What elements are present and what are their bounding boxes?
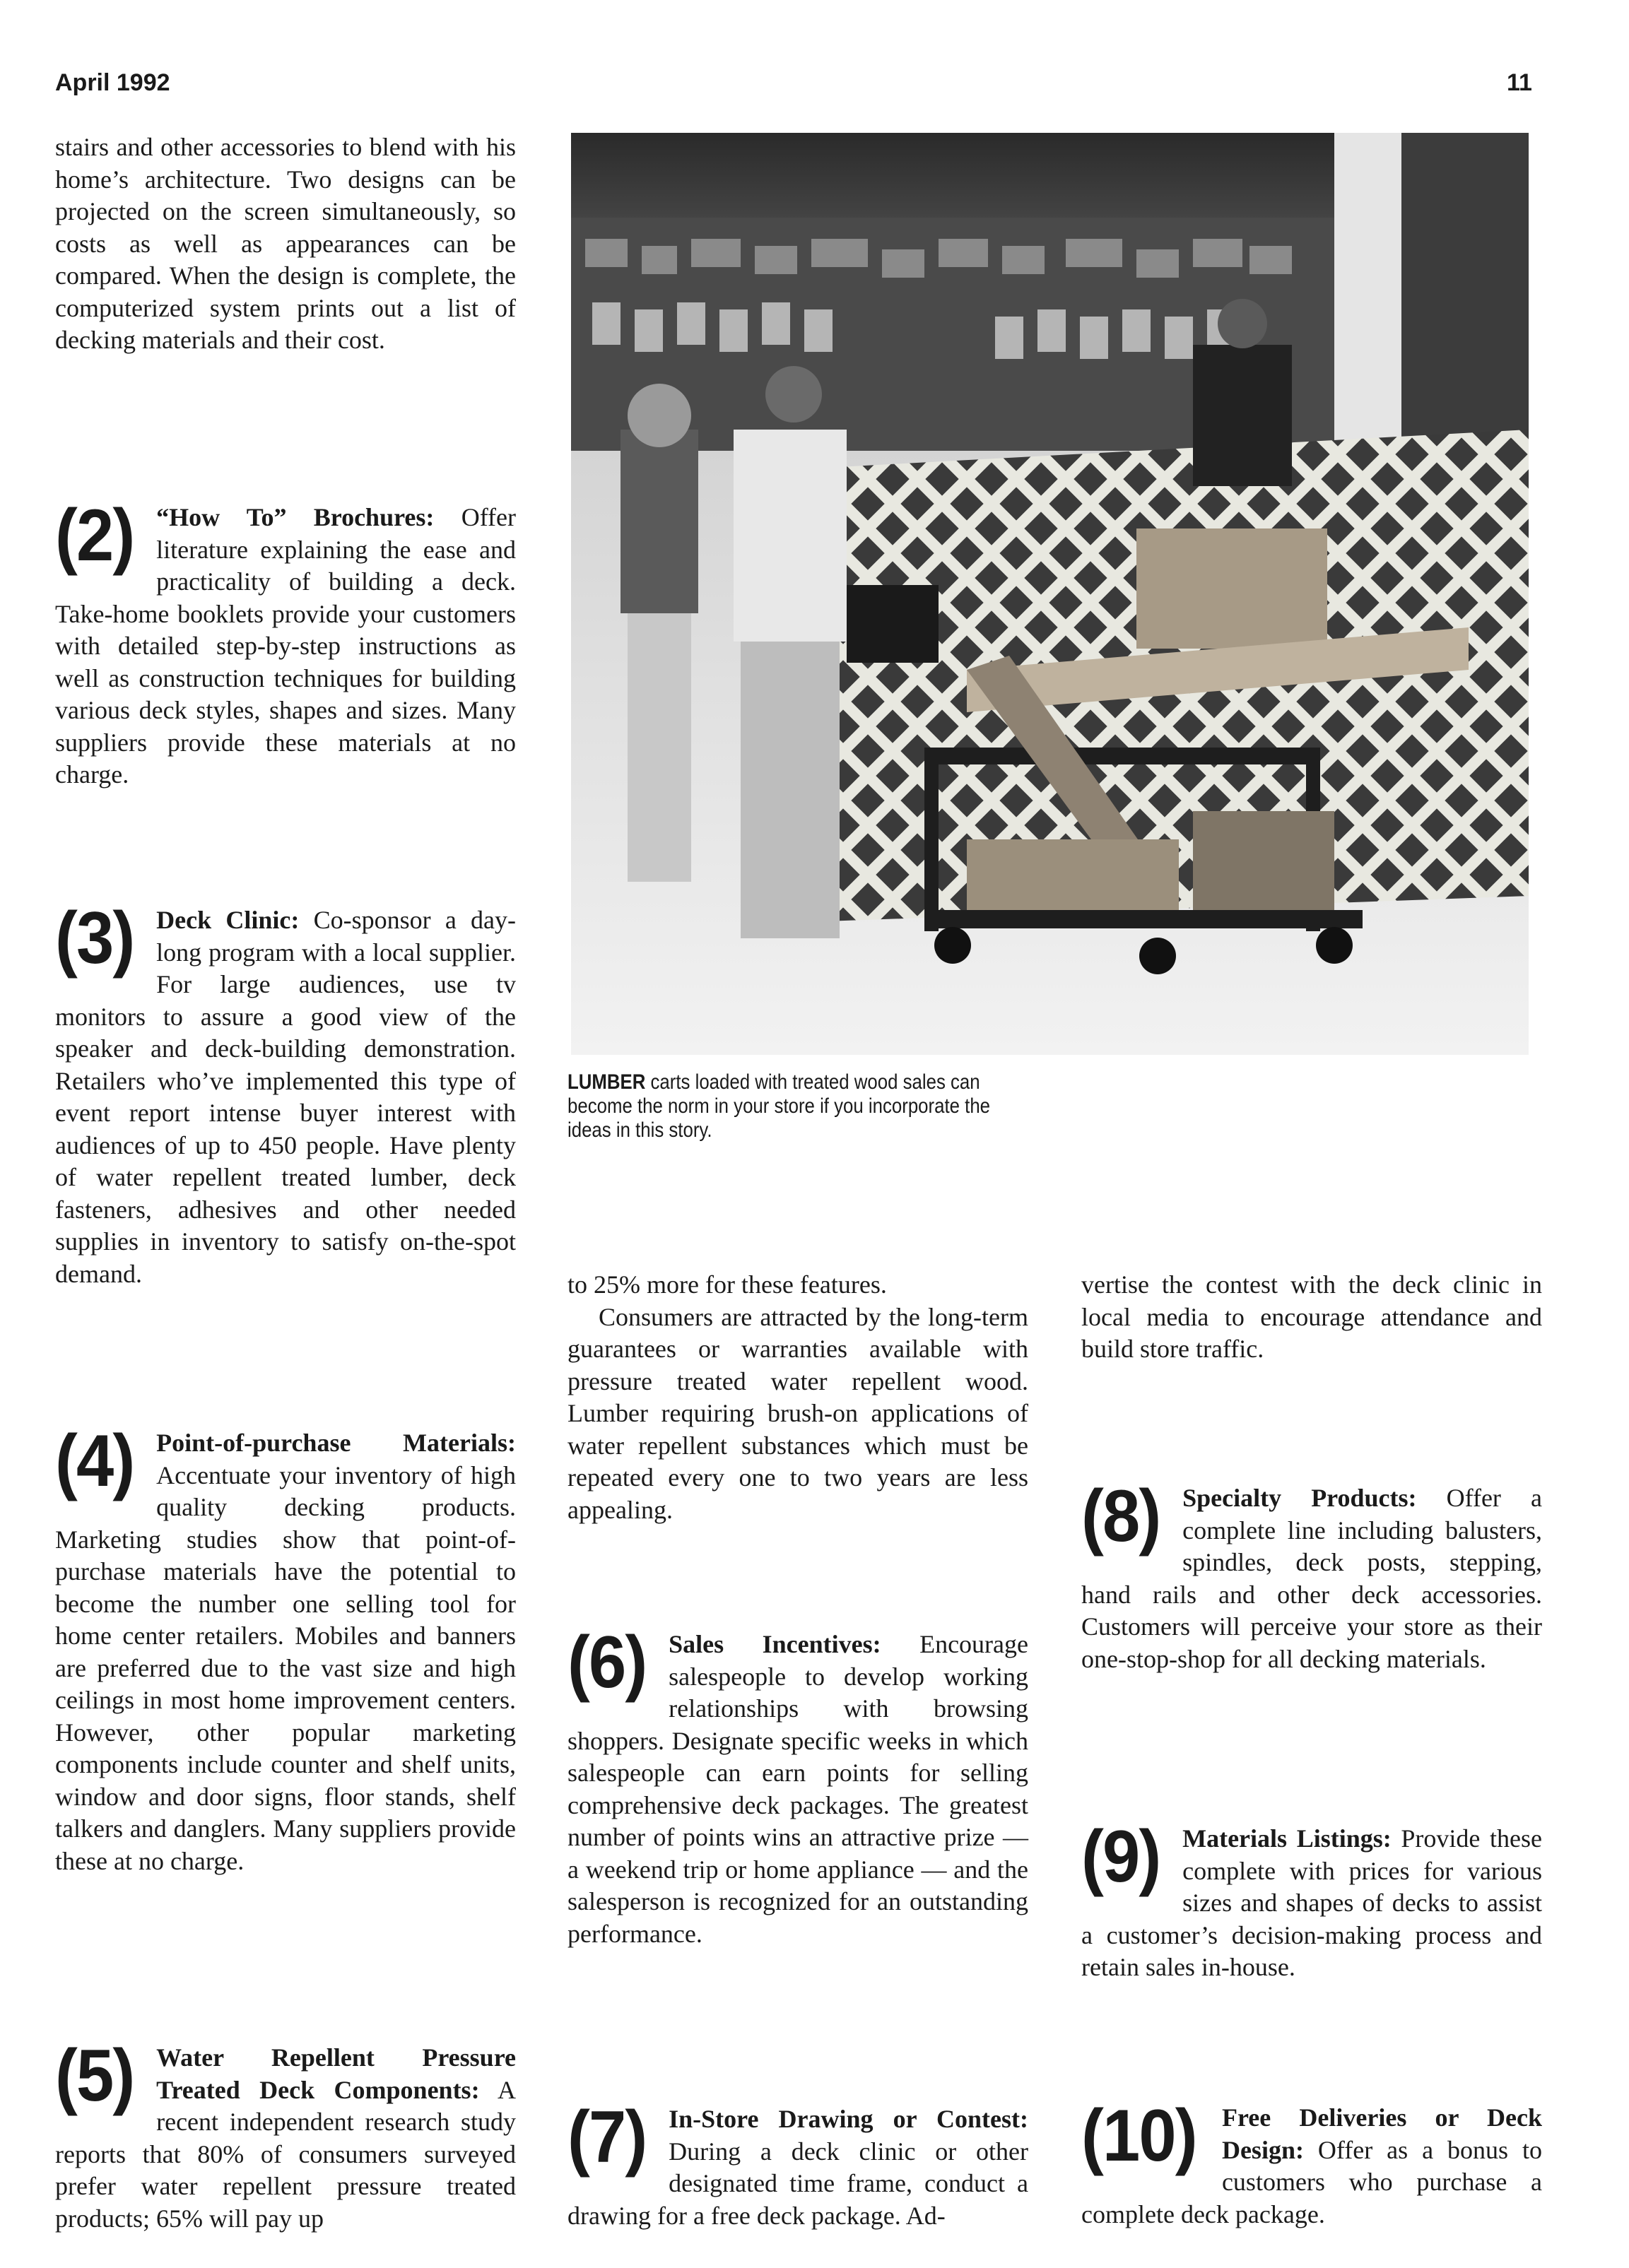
item-title: Sales Incentives: (669, 1630, 881, 1658)
item-text: A recent independent research study reports that 80% of consumers surveyed prefer water repellent pressure treated products; 65% will pay up (55, 2075, 516, 2233)
item-number: (3) (55, 897, 134, 979)
item-title: Point-of-purchase Materials: (156, 1429, 516, 1457)
continued-paragraph: vertise the contest with the deck clinic in local media to encourage attendance and build store traffic. (1081, 1270, 1542, 1363)
item-7 (567, 2096, 1028, 2232)
caption-lead: LUMBER (567, 1070, 646, 1094)
store-photo (571, 133, 1529, 1055)
item-2 (55, 495, 516, 791)
continued-paragraph: Consumers are attracted by the long-term guarantees or warranties available with pressure treated water repellent wood. Lumber requiring brush-on applications of water repellent substances which must be repeated every one to two years are less appealing. (567, 1302, 1028, 1524)
item-3 (55, 897, 517, 1290)
item-text: Co-sponsor a day-long program with a local supplier. For large audiences, use tv monitors to assure a good view of the speaker and deck-building demonstration. Retailers who’ve implemented this type of event report intense buyer interest with audiences of up to 450 people. Have plenty of water repellent treated lumber, deck fasteners, adhesives and other needed supplies in inventory to satisfy on-the-spot demand. (55, 906, 517, 1288)
item-title: In-Store Drawing or Contest: (669, 2105, 1028, 2133)
item-text: Offer a complete line including balusters, spindles, deck posts, stepping, hand rails and other deck accessories. Customers will perceive your store as their one-stop-shop for all decking materials. (1081, 1484, 1542, 1673)
caption-text: carts loaded with treated wood sales can become the norm in your store if you incorporate the ideas in this story. (567, 1070, 991, 1142)
item-number: (7) (567, 2096, 647, 2178)
item-text: Offer as a bonus to customers who purchase a complete deck package. (1081, 2135, 1542, 2228)
item-title: Materials Listings: (1182, 1824, 1392, 1853)
item-5 (55, 2035, 516, 2235)
item-text: Provide these complete with prices for various sizes and shapes of decks to assist a customer’s decision-making process and retain sales in-house. (1081, 1824, 1542, 1981)
intro-paragraph: stairs and other accessories to blend with his home’s architecture. Two designs can be projected on the screen simultaneously, so costs as well as appearances can be compared. When the design is complete, the computerized system prints out a list of decking materials and their cost. (55, 133, 516, 354)
item-8 (1081, 1475, 1542, 1675)
item-9 (1081, 1816, 1542, 1984)
item-number: (8) (1081, 1475, 1160, 1557)
item-title: Water Repellent Pressure Treated Deck Components: (156, 2043, 516, 2104)
item-4 (55, 1420, 516, 1877)
item-text: Offer literature explaining the ease and practicality of building a deck. Take-home booklets provide your customers with detailed step-by-step instructions as well as construction techniques for building various deck styles, shapes and sizes. Many suppliers provide these materials at no charge. (55, 503, 516, 789)
continued-line: to 25% more for these features. (567, 1270, 887, 1299)
item-title: Specialty Products: (1182, 1484, 1417, 1512)
item-number: (9) (1081, 1816, 1160, 1898)
photo-store-lumber-cart-icon (571, 133, 1529, 1055)
column-3-continued (1081, 1269, 1542, 1366)
page-date: April 1992 (55, 69, 170, 96)
item-number: (10) (1081, 2095, 1196, 2177)
column-2-continued (567, 1269, 1028, 1526)
item-title: Free Deliveries or Deck Design: (1221, 2103, 1542, 2164)
item-number: (2) (55, 495, 134, 577)
item-text: During a deck clinic or other designated time frame, conduct a drawing for a free deck package. Ad- (567, 2137, 1028, 2230)
item-number: (6) (567, 1622, 647, 1703)
item-number: (4) (55, 1420, 134, 1502)
item-title: “How To” Brochures: (156, 503, 435, 531)
item-10 (1081, 2095, 1542, 2231)
photo-caption (567, 1070, 1030, 1142)
item-text: Accentuate your inventory of high quality decking products. Marketing studies show that point-of-purchase materials have the potential to become the number one selling tool for home center retailers. Mobiles and banners are preferred due to the vast size and high ceilings in most home improvement centers. However, other popular marketing components include counter and shelf units, window and door signs, floor stands, shelf talkers and danglers. Many suppliers provide these at no charge. (55, 1460, 516, 1875)
item-title: Deck Clinic: (156, 906, 300, 934)
item-text: Encourage salespeople to develop working relationships with browsing shoppers. Designate specific weeks in which salespeople can earn points for selling comprehensive deck packages. The greatest number of points wins an attractive prize — a weekend trip or home appliance — and the salesperson is recognized for an outstanding performance. (567, 1630, 1028, 1948)
page-number: 11 (1507, 69, 1532, 96)
item-6 (567, 1622, 1028, 1950)
item-number: (5) (55, 2035, 134, 2117)
